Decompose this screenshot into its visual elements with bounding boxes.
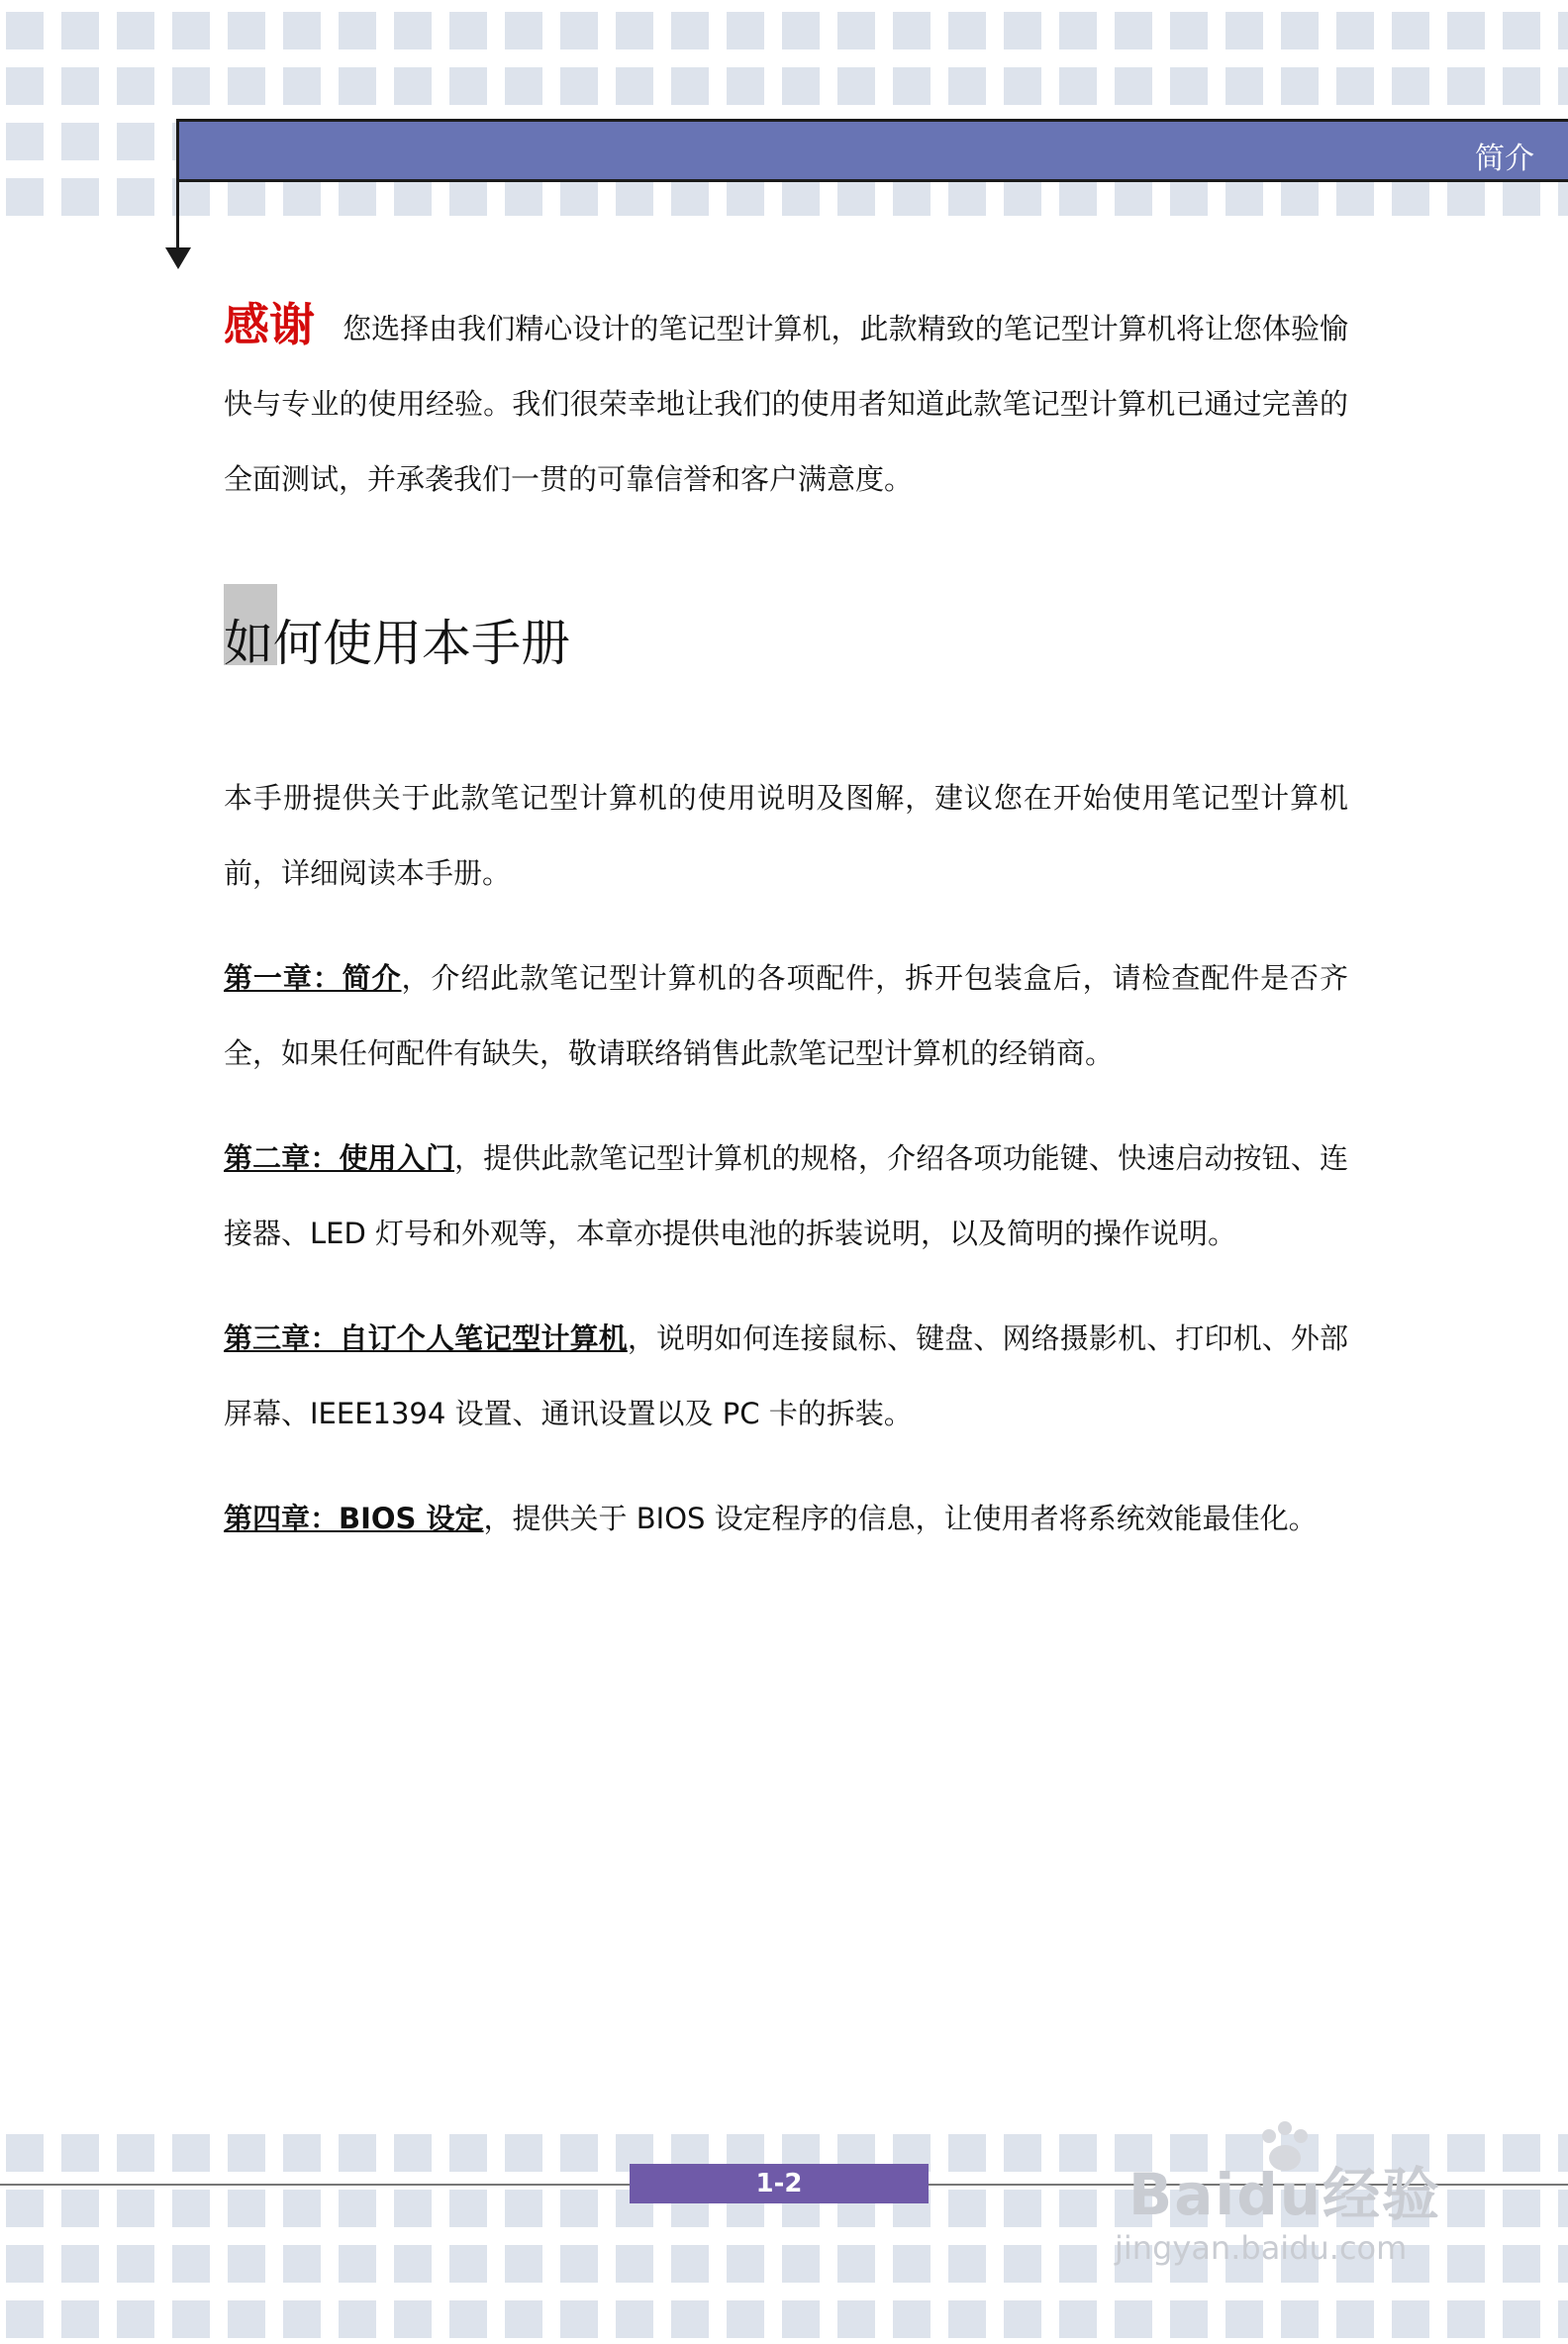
tile [1059,2134,1097,2172]
tile [1170,67,1208,105]
tile [1059,12,1097,49]
tile [505,2190,542,2227]
tile [1558,2245,1568,2283]
tile [505,2245,542,2283]
tile [1503,2300,1540,2338]
tile [339,2134,376,2172]
tile [893,2300,931,2338]
baidu-watermark [1109,2118,1524,2277]
tile [172,2190,210,2227]
tile [948,67,986,105]
tile [283,2134,321,2172]
tile [61,2245,99,2283]
tile [172,67,210,105]
intro-lead: 感谢 [224,298,316,351]
tile [1503,178,1540,216]
tile [727,178,764,216]
tile [394,2134,432,2172]
tile [1447,178,1485,216]
intro-text: 您选择由我们精心设计的笔记型计算机，此款精致的笔记型计算机将让您体验愉快与专业的使用经验。我们很荣幸地让我们的使用者知道此款笔记型计算机已通过完善的全面测试，并承袭我们一贯的可靠信誉和客户满意度。 [224,312,1348,496]
chapter-1 [224,940,1348,1091]
tile [6,12,44,49]
tile [449,2245,487,2283]
tile [671,2245,709,2283]
tile [1115,67,1152,105]
section-intro: 本手册提供关于此款笔记型计算机的使用说明及图解，建议您在开始使用笔记型计算机前，详细阅读本手册。 [224,781,1348,890]
tile [339,2190,376,2227]
tile [616,2300,653,2338]
page-number: 1-2 [630,2164,929,2203]
tile [1225,178,1263,216]
intro-paragraph [224,287,1348,517]
tile [228,178,265,216]
chapter-3 [224,1301,1348,1451]
tile [1558,67,1568,105]
tile [6,2190,44,2227]
tile [505,67,542,105]
tile [837,2245,875,2283]
tile [671,2300,709,2338]
tile [1115,178,1152,216]
tile [61,67,99,105]
chapter-3-title: 第三章：自订个人笔记型计算机 [224,1321,628,1355]
tile [394,2300,432,2338]
tile [1004,178,1041,216]
tile [1004,12,1041,49]
tile [505,178,542,216]
tile [837,12,875,49]
chapter-1-title: 第一章：简介 [224,961,402,995]
tile [339,2245,376,2283]
header-bar [176,119,1568,182]
tile [449,67,487,105]
tile [782,2300,820,2338]
tile [948,12,986,49]
tile [948,2190,986,2227]
tile [782,12,820,49]
tile [6,2134,44,2172]
header-title: 简介 [1475,142,1534,176]
tile [1225,12,1263,49]
tile [339,178,376,216]
tile [1336,2300,1374,2338]
tile [1447,2300,1485,2338]
tile [228,2134,265,2172]
tile [560,2245,598,2283]
tile [837,178,875,216]
tile [505,2134,542,2172]
tile [1004,2134,1041,2172]
tile [1558,2134,1568,2172]
tile [727,2245,764,2283]
chapter-2 [224,1121,1348,1271]
tile [6,123,44,160]
tile [1392,2300,1429,2338]
tile [6,67,44,105]
tile [449,2190,487,2227]
tile [1558,2190,1568,2227]
tile [1281,178,1319,216]
tile [560,2300,598,2338]
chapter-1-desc: ，介绍此款笔记型计算机的各项配件，拆开包装盒后，请检查配件是否齐全，如果任何配件有缺失，敬请联络销售此款笔记型计算机的经销商。 [224,961,1348,1070]
tile [1503,67,1540,105]
tile [283,2245,321,2283]
section-body [224,760,1348,1556]
down-arrow-icon [165,247,191,269]
chapter-4 [224,1481,1348,1556]
tile [727,67,764,105]
tile [560,12,598,49]
tile [449,178,487,216]
tile [172,2134,210,2172]
tile [1336,12,1374,49]
tile [172,12,210,49]
tile [948,2300,986,2338]
tile [449,12,487,49]
tile [1004,67,1041,105]
tile [6,178,44,216]
tile [61,12,99,49]
tile [394,67,432,105]
watermark-main: Baidu经验 [1128,2161,1442,2228]
tile [1336,178,1374,216]
tile [228,67,265,105]
tile [1281,2300,1319,2338]
tile [1392,178,1429,216]
tile [1225,67,1263,105]
tile [1281,12,1319,49]
tile [283,2190,321,2227]
tile [893,2245,931,2283]
tile [6,2300,44,2338]
tile [1170,12,1208,49]
chapter-2-desc: ，提供此款笔记型计算机的规格，介绍各项功能键、快速启动按钮、连接器、LED 灯号和外观等，本章亦提供电池的拆装说明，以及简明的操作说明。 [224,1141,1348,1250]
tile [172,2300,210,2338]
tile [228,2300,265,2338]
tile [339,2300,376,2338]
tile [1392,12,1429,49]
tile [117,178,154,216]
tile [1004,2300,1041,2338]
header-vertical-line [176,119,179,247]
tile [61,123,99,160]
tile [1225,2300,1263,2338]
tile [1392,67,1429,105]
tile [560,178,598,216]
tile [61,2134,99,2172]
tile [893,67,931,105]
tile [117,2245,154,2283]
tile [727,12,764,49]
tile [560,2190,598,2227]
section-heading-wrap [224,584,570,675]
tile [228,2190,265,2227]
tile [1059,2300,1097,2338]
tile [671,178,709,216]
tile [1059,178,1097,216]
tile [893,178,931,216]
tile [1336,67,1374,105]
tile [61,178,99,216]
tile [394,178,432,216]
tile [394,2245,432,2283]
tile [560,67,598,105]
tile [339,12,376,49]
tile [1281,67,1319,105]
tile [1059,2190,1097,2227]
tile [505,12,542,49]
tile [1503,12,1540,49]
tile [394,2190,432,2227]
watermark-sub: jingyan.baidu.com [1115,2229,1408,2267]
tile [837,2300,875,2338]
tile [948,2245,986,2283]
tile [505,2300,542,2338]
tile [283,178,321,216]
tile [1004,2245,1041,2283]
tile [893,12,931,49]
section-heading: 如何使用本手册 [224,615,570,672]
tile [117,67,154,105]
tile [782,178,820,216]
tile [283,12,321,49]
tile [1447,12,1485,49]
tile [560,2134,598,2172]
tile [1170,178,1208,216]
tile [782,67,820,105]
tile [172,2245,210,2283]
tile [6,2245,44,2283]
tile [228,2245,265,2283]
tile [1115,12,1152,49]
tile [117,12,154,49]
tile [616,67,653,105]
tile [948,178,986,216]
tile [61,2300,99,2338]
tile [117,2134,154,2172]
tile [228,12,265,49]
tile [616,178,653,216]
tile [727,2300,764,2338]
tile [449,2300,487,2338]
tile [1170,2300,1208,2338]
tile [671,12,709,49]
chapter-2-title: 第二章：使用入门 [224,1141,455,1175]
tile [1558,178,1568,216]
tile [782,2245,820,2283]
chapter-4-desc: ，提供关于 BIOS 设定程序的信息，让使用者将系统效能最佳化。 [483,1502,1318,1535]
tile [948,2134,986,2172]
tile [117,2300,154,2338]
tile [283,67,321,105]
tile [1558,2300,1568,2338]
tile [117,2190,154,2227]
chapter-3-desc: ，说明如何连接鼠标、键盘、网络摄影机、打印机、外部屏幕、IEEE1394 设置、通讯设置以及 PC 卡的拆装。 [224,1321,1348,1430]
tile [1059,67,1097,105]
tile [1059,2245,1097,2283]
tile [1447,67,1485,105]
tile [339,67,376,105]
tile [449,2134,487,2172]
tile [1004,2190,1041,2227]
tile [283,2300,321,2338]
tile [616,12,653,49]
chapter-4-title: 第四章：BIOS 设定 [224,1502,484,1535]
tile [1115,2300,1152,2338]
tile [117,123,154,160]
tile [616,2245,653,2283]
tile [394,12,432,49]
tile [671,67,709,105]
tile [61,2190,99,2227]
tile [837,67,875,105]
tile [1558,12,1568,49]
